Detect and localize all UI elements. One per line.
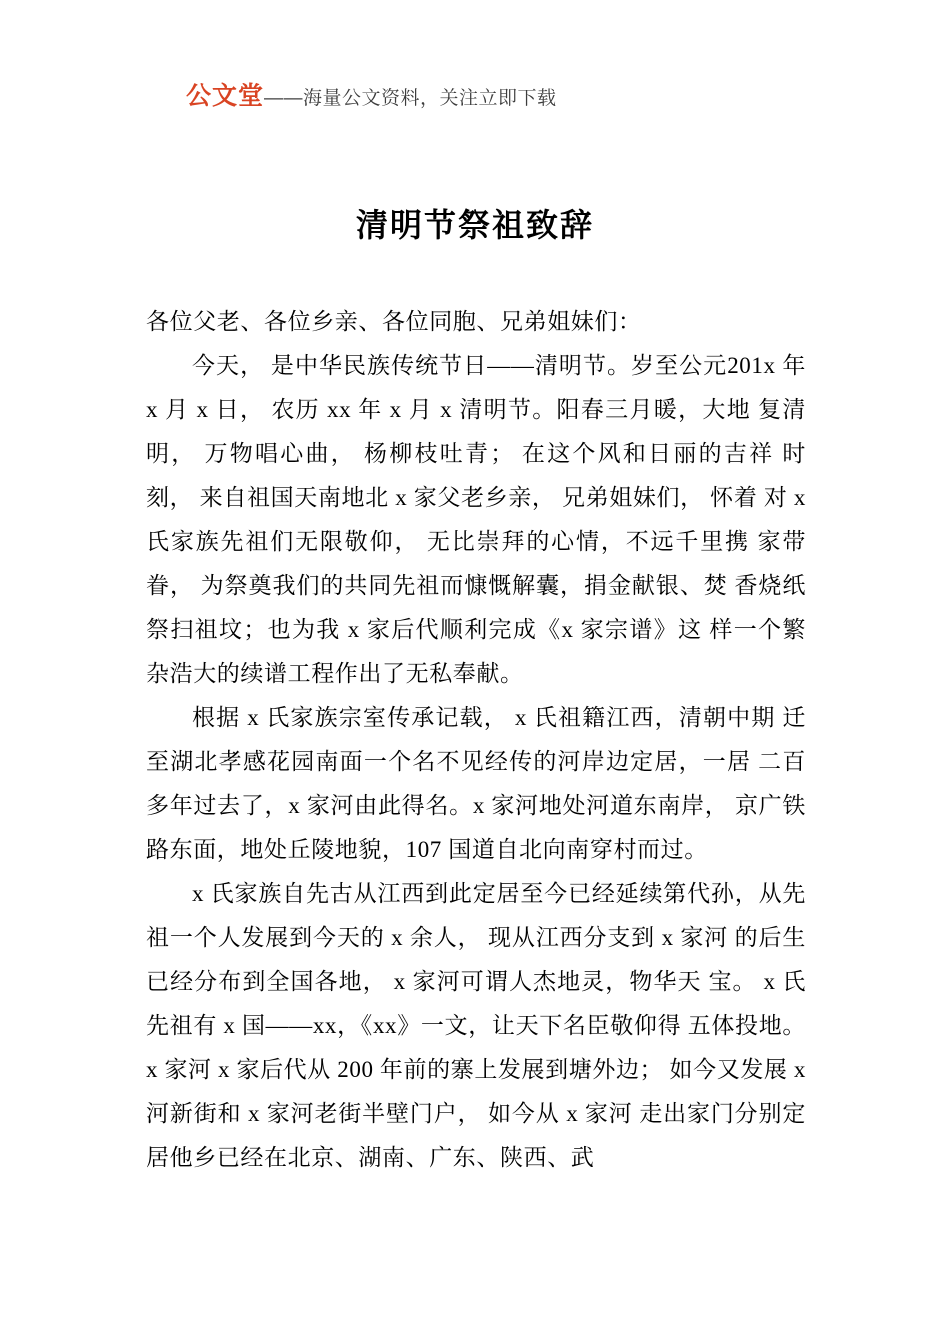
paragraph-1: 今天， 是中华民族传统节日——清明节。岁至公元201x 年 x 月 x 日， 农历 xx 年 x 月 x 清明节。阳春三月暖，大地 复清明， 万物唱心曲， 杨柳枝吐青； 在这个风和日丽的吉祥 时刻， 来自祖国天南地北 x 家父老乡亲， 兄弟姐妹们， 怀着 对 x 氏家族先祖们无限敬仰， 无比崇拜的心情，不远千里携 家带眷， 为祭奠我们的共同先祖而慷慨解囊，捐金献银、焚 香烧纸祭扫祖坟；也为我 x 家后代顺利完成《x 家宗谱》这 样一个繁杂浩大的续谱工程作出了无私奉献。 [146,353,806,686]
paragraph-3: x 氏家族自先古从江西到此定居至今已经延续第代孙，从先祖一个人发展到今天的 x 余人， 现从江西分支到 x 家河 的后生已经分布到全国各地， x 家河可谓人杰地灵，物华天 宝。 x 氏先祖有 x 国——xx，《xx》一文，让天下名臣敬仰得 五体投地。x 家河 x 家后代从 200 年前的寨上发展到塘外边； 如今又发展 x 河新街和 x 家河老街半壁门户， 如今从 x 家河 走出家门分别定居他乡已经在北京、湖南、广东、陕西、武 [146,881,806,1170]
watermark-brand: 公文堂 [186,82,265,110]
document-body [146,300,806,1180]
watermark-tagline: ——海量公文资料，关注立即下载 [264,88,557,109]
paragraph-salutation: 各位父老、各位乡亲、各位同胞、兄弟姐妹们： [146,309,642,334]
site-watermark [186,84,557,109]
paragraph-2: 根据 x 氏家族宗室传承记载， x 氏祖籍江西，清朝中期 迁至湖北孝感花园南面一个名不见经传的河岸边定居，一居 二百多年过去了，x 家河由此得名。x 家河地处河道东南岸， 京广铁路东面，地处丘陵地貌，107 国道自北向南穿村而过。 [146,705,806,862]
page-title: 清明节祭祖致辞 [355,207,594,243]
